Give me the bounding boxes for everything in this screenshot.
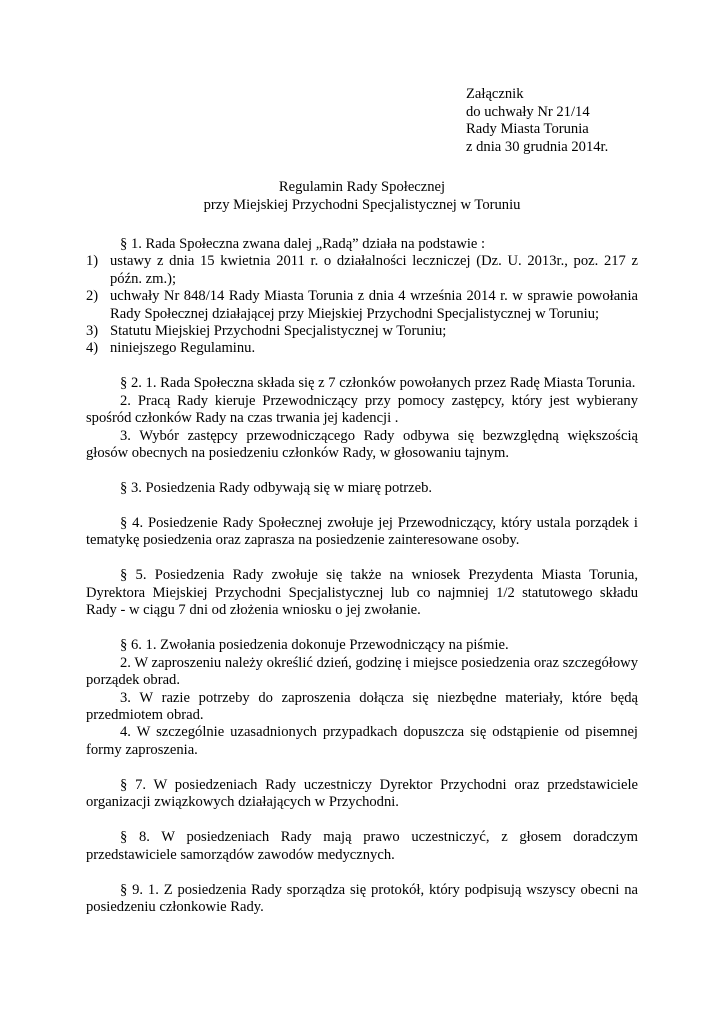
section-1-list [86,253,638,357]
section-3: § 3. Posiedzenia Rady odbywają się w miarę potrzeb. [120,480,433,497]
list-item [86,288,638,323]
section-8: § 8. W posiedzeniach Rady mają prawo uczestniczyć, z głosem doradczym przedstawiciele samorządów zawodów medycznych. [86,829,638,863]
header-line-2: do uchwały Nr 21/14 [466,103,590,120]
section-2-point-2: 2. Pracą Rady kieruje Przewodniczący przy pomocy zastępcy, który jest wybierany spośród członków Rady na czas trwania jej kadencji . [86,392,638,427]
section-7: § 7. W posiedzeniach Rady uczestniczy Dyrektor Przychodni oraz przedstawiciele organizacji związkowych działających w Przychodni. [86,776,638,811]
section-4: § 4. Posiedzenie Rady Społecznej zwołuje jej Przewodniczący, który ustala porządek i tematykę posiedzenia oraz zaprasza na posiedzenie zainteresowane osoby. [86,515,638,549]
list-item [86,340,638,357]
section-6-point-1: § 6. 1. Zwołania posiedzenia dokonuje Przewodniczący na piśmie. [120,637,509,654]
document-title [0,178,724,215]
section-1-intro: § 1. Rada Społeczna zwana dalej „Radą” działa na podstawie : [120,236,486,252]
header-line-4: z dnia 30 grudnia 2014r. [466,138,609,155]
list-item-text: niniejszego Regulaminu. [110,340,256,357]
section-6-point-2: 2. W zaproszeniu należy określić dzień, godzinę i miejsce posiedzenia oraz szczegółowy porządek obrad. [86,654,638,689]
section-9: § 9. 1. Z posiedzenia Rady sporządza się protokół, który podpisują wszyscy obecni na posiedzeniu członkowie Rady. [86,881,638,915]
title-line-2: przy Miejskiej Przychodni Specjalistycznej w Toruniu [203,197,521,214]
section-2-point-3: 3. Wybór zastępcy przewodniczącego Rady odbywa się bezwzględną większością głosów obecnych na posiedzeniu członków Rady, w głosowaniu tajnym. [86,427,638,462]
list-item-text: Statutu Miejskiej Przychodni Specjalistycznej w Toruniu; [110,323,447,340]
title-line-1: Regulamin Rady Społecznej [278,179,446,195]
list-item-number: 3) [86,323,99,340]
list-item-number: 4) [86,340,99,357]
list-item-text: ustawy z dnia 15 kwietnia 2011 r. o działalności leczniczej (Dz. U. 2013r., poz. 217 z późn. zm.); [110,253,638,287]
section-5: § 5. Posiedzenia Rady zwołuje się także na wniosek Prezydenta Miasta Torunia, Dyrektora Miejskiej Przychodni Specjalistycznej lub co najmniej 1/2 statutowego składu Rady - w ciągu 7 dni od złożenia wniosku o jej zwołanie. [86,567,638,619]
document-body [86,236,638,916]
list-item-number: 1) [86,253,99,270]
list-item [86,323,638,340]
section-6-point-4: 4. W szczególnie uzasadnionych przypadkach dopuszcza się odstąpienie od pisemnej formy zaproszenia. [86,724,638,758]
header-line-1: Załącznik [466,86,524,102]
section-2-point-1: § 2. 1. Rada Społeczna składa się z 7 członków powołanych przez Radę Miasta Torunia. [120,375,636,392]
section-6-point-3: 3. W razie potrzeby do zaproszenia dołącza się niezbędne materiały, które będą przedmiotem obrad. [86,689,638,723]
header-line-3: Rady Miasta Torunia [466,121,589,138]
list-item-number: 2) [86,288,99,305]
list-item [86,253,638,288]
attachment-header [466,86,608,156]
list-item-text: uchwały Nr 848/14 Rady Miasta Torunia z dnia 4 września 2014 r. w sprawie powołania Rady Społecznej działającej przy Miejskiej Przychodni Specjalistycznej w Toruniu; [110,288,638,322]
